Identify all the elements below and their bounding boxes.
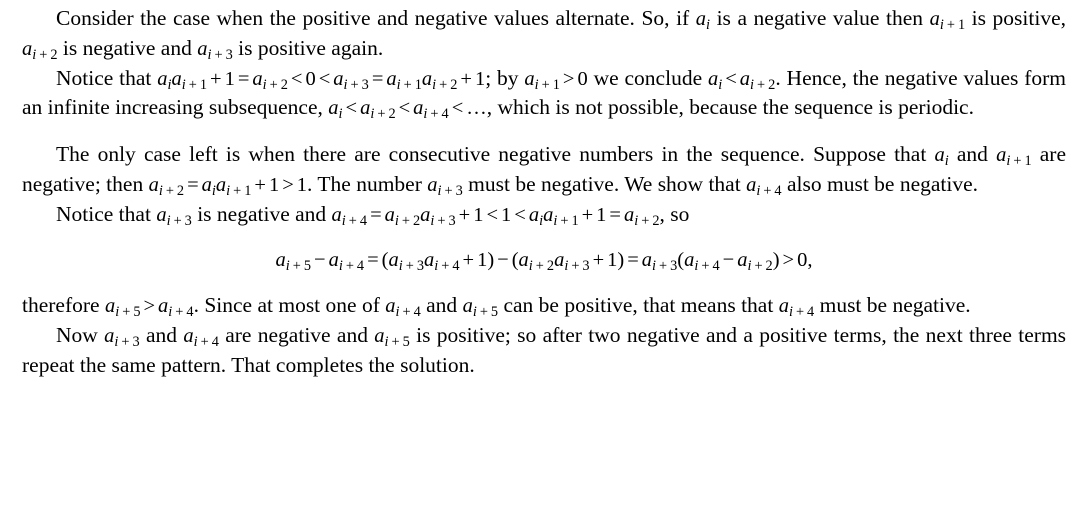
math-a-i4-e: $a_{i + 4}$ (183, 324, 219, 350)
math-a-i1-b: $a_{i + 1}$ (996, 144, 1032, 170)
math-a-i-b: $a_i$ (934, 144, 949, 170)
math-a-i: $a_i$ (695, 8, 711, 34)
math-a-i4-d: $a_{i + 4}$ (778, 295, 815, 321)
p3-text-a: The only case left is when there are consecutive negative numbers in the sequence. Suppose that (56, 142, 927, 167)
math-a-i5: $a_{i + 5}$ (462, 295, 499, 321)
math-a-i4-c: $a_{i + 4}$ (385, 295, 421, 321)
p5-text-b: . Since at most one of (193, 293, 380, 318)
p3-text-c: are negative; then (22, 142, 1067, 196)
math-a-i3-b: $a_{i + 3}$ (427, 173, 463, 199)
p5-text-d: can be positive, that means that (503, 293, 774, 318)
math-a-i1-pos: $a_{i + 1} > 0$ (524, 67, 588, 93)
p1-text-c: is positive, (971, 6, 1066, 30)
p2-text-d: . Hence, the negative values form an infinite increasing subsequence, (22, 65, 1067, 120)
p2-text-a: Notice that (56, 65, 152, 90)
paragraph-4 (22, 200, 1066, 230)
p2-text-b: ; by (485, 65, 519, 90)
paragraph-3 (22, 140, 1066, 200)
p5-text-a: therefore (22, 293, 100, 318)
math-increasing-subsequence: $a_i < a_{i + 2} < a_{i + 4}$ < … (328, 97, 487, 123)
math-a-i4-chain: $a_{i + 4} = a_{i + 2}a_{i + 3} + 1 < 1 < a_ia_{i + 1} + 1 = a_{i + 2}$ (331, 203, 660, 229)
paragraph-2 (22, 64, 1066, 124)
p4-text-c: , so (659, 201, 690, 226)
p1-text-d: is negative and (62, 35, 192, 60)
math-a-i1: $a_{i + 1}$ (929, 8, 966, 34)
p1-text-e: is positive again. (238, 35, 384, 60)
math-a-i3-c: $a_{i + 3}$ (156, 203, 192, 229)
display-equation (22, 245, 1066, 275)
math-a-i5-gt-a-i4: $a_{i + 5} > a_{i + 4}$ (104, 295, 194, 321)
math-a-i2: $a_{i + 2}$ (22, 37, 58, 63)
math-expr-chain: $a_ia_{i + 1} + 1 = a_{i + 2} < 0 < a_{i + 3} = a_{i + 1}a_{i + 2} + 1$ (157, 67, 486, 93)
paragraph-6 (22, 321, 1066, 381)
paragraph-5 (22, 291, 1066, 321)
p3-text-f: also must be negative. (786, 171, 979, 196)
math-a-i3-d: $a_{i + 3}$ (104, 324, 140, 350)
p2-text-e: , which is not possible, because the sequence is periodic. (486, 95, 974, 120)
p5-text-c: and (426, 293, 458, 318)
document-body (22, 4, 1066, 380)
equation-content: $a_{i + 5} - a_{i + 4} = (a_{i + 3}a_{i + 4} + 1) - (a_{i + 2}a_{i + 3} + 1) = a_{i + 3}(a_{i + 4} - a_{i + 2}) > 0$, (275, 249, 813, 275)
math-a-i2-gt-1: $a_{i + 2} = a_ia_{i + 1} + 1 > 1$ (148, 173, 308, 199)
math-a-i3: $a_{i + 3}$ (197, 37, 233, 63)
p6-text-a: Now (56, 322, 98, 347)
p4-text-a: Notice that (56, 201, 151, 226)
p2-text-c: we conclude (593, 65, 703, 90)
p3-text-d: . The number (307, 171, 422, 196)
math-a-i4: $a_{i + 4}$ (746, 173, 782, 199)
p6-text-b: and (145, 322, 178, 347)
math-ai-lt-ai2: $a_i < a_{i + 2}$ (707, 67, 776, 93)
p6-text-c: are negative and (225, 322, 368, 347)
paragraph-1 (22, 4, 1066, 64)
math-a-i5-b: $a_{i + 5}$ (374, 324, 410, 350)
p4-text-b: is negative and (197, 201, 327, 226)
p1-text-a: Consider the case when the positive and negative values alternate. So, if (56, 6, 690, 30)
p5-text-e: must be negative. (819, 293, 971, 318)
p3-text-b: and (956, 142, 988, 167)
p1-text-b: is a negative value then (716, 6, 924, 30)
p6-text-d: is positive; so after two negative and a positive terms, the next three terms repeat the same pattern. That completes the solution. (22, 322, 1067, 377)
p3-text-e: must be negative. We show that (468, 171, 741, 196)
